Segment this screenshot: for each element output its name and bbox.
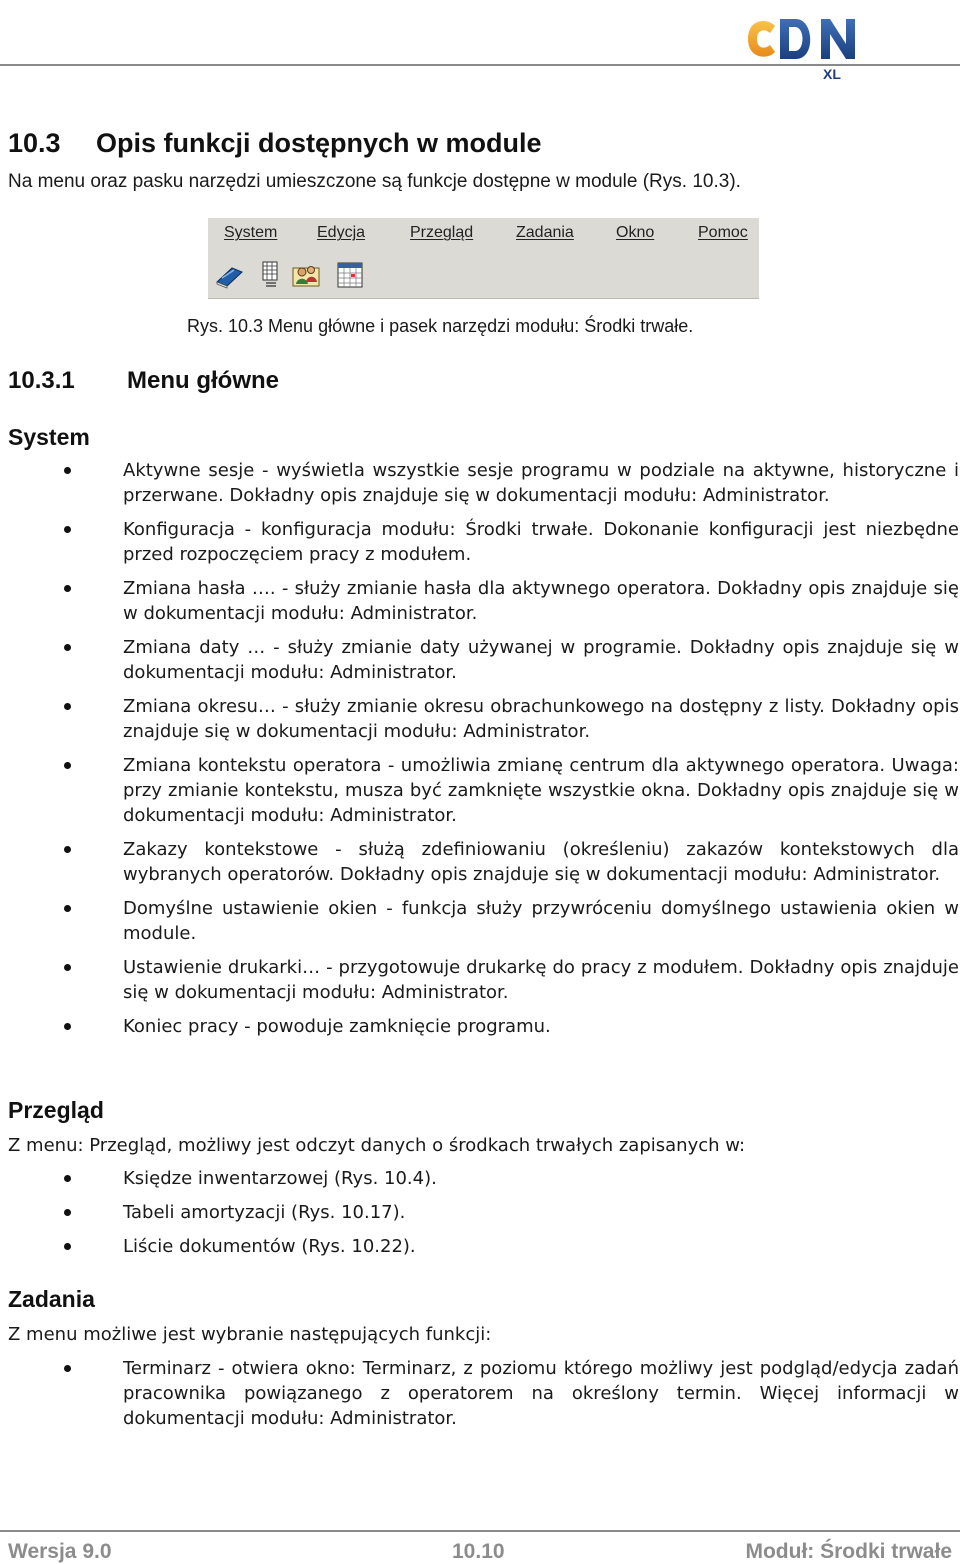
cdn-xl-logo bbox=[744, 12, 862, 82]
list-item bbox=[0, 1166, 960, 1191]
list-item-text: Konfiguracja - konfiguracja modułu: Środki trwałe. Dokonanie konfiguracji jest niezbędne przed rozpoczęciem pracy z modułem. bbox=[123, 519, 959, 565]
bullet-icon bbox=[64, 964, 71, 971]
list-item bbox=[0, 837, 960, 887]
list-item-text: Terminarz - otwiera okno: Terminarz, z poziomu którego możliwy jest podgląd/edycja zadań pracownika powiązanego z operatorem na określony termin. Więcej informacji w dokumentacji modułu: Administrator. bbox=[123, 1358, 959, 1429]
system-heading: System bbox=[8, 424, 90, 450]
list-item-text: Zmiana hasła …. - służy zmianie hasła dla aktywnego operatora. Dokładny opis znajduje się w dokumentacji modułu: Administrator. bbox=[123, 578, 959, 624]
system-list bbox=[0, 458, 960, 1039]
section-heading bbox=[8, 128, 542, 159]
calendar-icon[interactable] bbox=[334, 260, 366, 290]
menu-system[interactable]: System bbox=[224, 224, 278, 241]
bullet-icon bbox=[64, 1209, 71, 1216]
przeglad-heading: Przegląd bbox=[8, 1097, 104, 1123]
bullet-icon bbox=[64, 467, 71, 474]
list-item-text: Tabeli amortyzacji (Rys. 10.17). bbox=[123, 1202, 406, 1223]
menu-toolbar-figure bbox=[208, 218, 759, 299]
section-title: Opis funkcji dostępnych w module bbox=[96, 128, 542, 158]
footer-page-number: 10.10 bbox=[452, 1540, 505, 1563]
menu-pomoc[interactable]: Pomoc bbox=[698, 224, 748, 241]
subsection-number: 10.3.1 bbox=[8, 367, 75, 394]
bullet-icon bbox=[64, 703, 71, 710]
logo-sub-text: XL bbox=[823, 66, 841, 82]
list-item-text: Zmiana kontekstu operatora - umożliwia zmianę centrum dla aktywnego operatora. Uwaga: przy zmianie kontekstu, musza być zamknięte wszystkie okna. Dokładny opis znajduje się w dokumentacji modułu: Administrator. bbox=[123, 755, 959, 826]
figure-caption: Rys. 10.3 Menu główne i pasek narzędzi modułu: Środki trwałe. bbox=[187, 316, 694, 336]
list-item bbox=[0, 753, 960, 828]
book-icon[interactable] bbox=[214, 260, 246, 290]
list-item bbox=[0, 1014, 960, 1039]
people-card-icon[interactable] bbox=[290, 260, 322, 290]
list-item-text: Zmiana daty … - służy zmianie daty używanej w programie. Dokładny opis znajduje się w dokumentacji modułu: Administrator. bbox=[123, 637, 959, 683]
przeglad-list bbox=[0, 1166, 960, 1259]
menu-zadania[interactable]: Zadania bbox=[516, 224, 574, 241]
menu-przeglad[interactable]: Przegląd bbox=[410, 224, 474, 241]
list-item bbox=[0, 458, 960, 508]
footer-rule bbox=[0, 1530, 960, 1532]
bullet-icon bbox=[64, 1023, 71, 1030]
header-rule bbox=[0, 64, 960, 66]
list-item bbox=[0, 517, 960, 567]
zadania-list bbox=[0, 1356, 960, 1431]
bullet-icon bbox=[64, 1175, 71, 1182]
list-item-text: Księdze inwentarzowej (Rys. 10.4). bbox=[123, 1168, 437, 1189]
list-item bbox=[0, 576, 960, 626]
bullet-icon bbox=[64, 585, 71, 592]
bullet-icon bbox=[64, 1243, 71, 1250]
subsection-heading bbox=[8, 367, 279, 395]
przeglad-intro: Z menu: Przegląd, możliwy jest odczyt danych o środkach trwałych zapisanych w: bbox=[8, 1135, 746, 1156]
footer-version: Wersja 9.0 bbox=[8, 1540, 112, 1563]
section-number: 10.3 bbox=[8, 128, 61, 158]
table-icon[interactable] bbox=[256, 260, 288, 290]
bullet-icon bbox=[64, 905, 71, 912]
list-item bbox=[0, 955, 960, 1005]
intro-text: Na menu oraz pasku narzędzi umieszczone są funkcje dostępne w module (Rys. 10.3). bbox=[8, 171, 741, 192]
list-item-text: Zmiana okresu… - służy zmianie okresu obrachunkowego na dostępny z listy. Dokładny opis znajduje się w dokumentacji modułu: Administrator. bbox=[123, 696, 959, 742]
list-item bbox=[0, 1356, 960, 1431]
list-item-text: Domyślne ustawienie okien - funkcja służy przywróceniu domyślnego ustawienia okien w module. bbox=[123, 898, 959, 944]
menu-okno[interactable]: Okno bbox=[616, 224, 655, 241]
bullet-icon bbox=[64, 846, 71, 853]
bullet-icon bbox=[64, 526, 71, 533]
bullet-icon bbox=[64, 762, 71, 769]
list-item bbox=[0, 635, 960, 685]
list-item bbox=[0, 1200, 960, 1225]
menu-edycja[interactable]: Edycja bbox=[317, 224, 366, 241]
zadania-intro: Z menu możliwe jest wybranie następujących funkcji: bbox=[8, 1324, 492, 1345]
zadania-heading: Zadania bbox=[8, 1286, 95, 1312]
list-item-text: Zakazy kontekstowe - służą zdefiniowaniu (określeniu) zakazów kontekstowych dla wybranych operatorów. Dokładny opis znajduje się w dokumentacji modułu: Administrator. bbox=[123, 839, 959, 885]
list-item bbox=[0, 1234, 960, 1259]
subsection-title: Menu główne bbox=[127, 367, 279, 394]
footer-module: Moduł: Środki trwałe bbox=[745, 1540, 952, 1563]
list-item-text: Ustawienie drukarki… - przygotowuje drukarkę do pracy z modułem. Dokładny opis znajduje się w dokumentacji modułu: Administrator. bbox=[123, 957, 959, 1003]
list-item bbox=[0, 896, 960, 946]
list-item-text: Aktywne sesje - wyświetla wszystkie sesje programu w podziale na aktywne, historyczne i przerwane. Dokładny opis znajduje się w dokumentacji modułu: Administrator. bbox=[123, 460, 959, 506]
bullet-icon bbox=[64, 1365, 71, 1372]
bullet-icon bbox=[64, 644, 71, 651]
list-item bbox=[0, 694, 960, 744]
list-item-text: Koniec pracy - powoduje zamknięcie programu. bbox=[123, 1016, 551, 1037]
list-item-text: Liście dokumentów (Rys. 10.22). bbox=[123, 1236, 416, 1257]
